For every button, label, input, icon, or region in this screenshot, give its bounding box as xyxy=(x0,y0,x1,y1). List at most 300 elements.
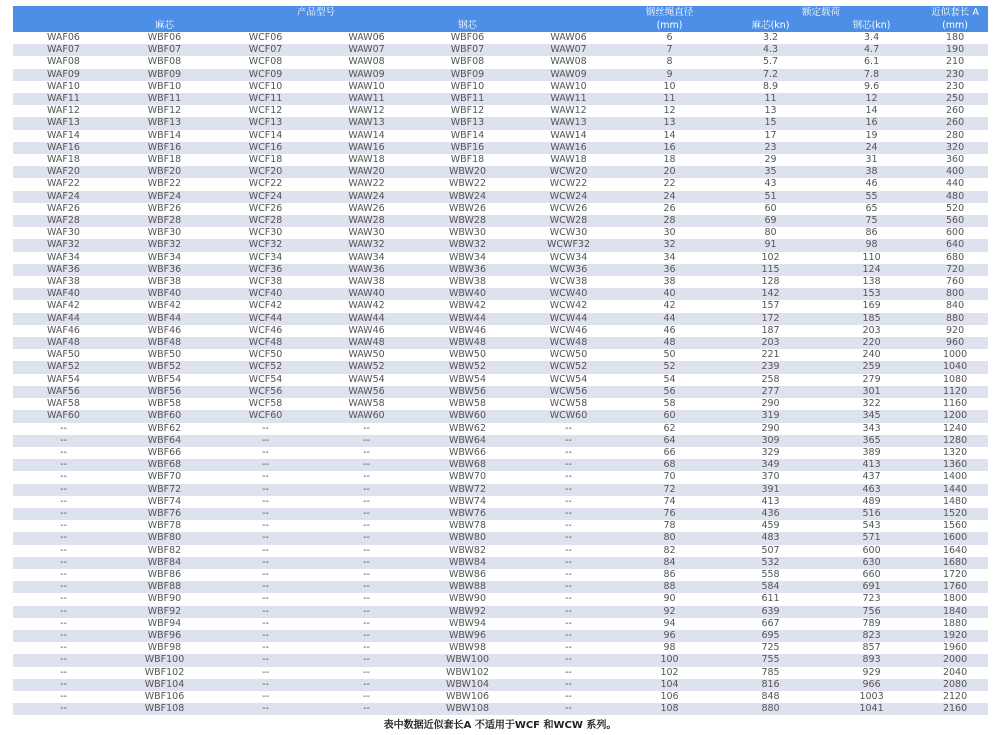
table-cell: 391 xyxy=(720,484,821,496)
table-cell: -- xyxy=(215,557,316,569)
table-row xyxy=(13,471,988,483)
table-cell: WBW44 xyxy=(417,313,518,325)
table-cell: 1720 xyxy=(922,569,988,581)
table-cell: -- xyxy=(215,667,316,679)
table-cell: 75 xyxy=(821,215,922,227)
table-cell: 15 xyxy=(720,117,821,129)
table-cell: 240 xyxy=(821,349,922,361)
table-cell: 1840 xyxy=(922,606,988,618)
table-cell: WBW98 xyxy=(417,642,518,654)
table-cell: -- xyxy=(518,484,619,496)
table-cell: 172 xyxy=(720,313,821,325)
table-cell: 1560 xyxy=(922,520,988,532)
table-cell: 7.2 xyxy=(720,69,821,81)
header-sleeve-length: 近似套长 A xyxy=(922,6,988,19)
table-cell: 104 xyxy=(619,679,720,691)
header-rope-diameter-unit: (mm) xyxy=(619,19,720,32)
table-cell: WBF94 xyxy=(114,618,215,630)
table-cell: WAW13 xyxy=(518,117,619,129)
table-row xyxy=(13,667,988,679)
table-cell: 9 xyxy=(619,69,720,81)
table-cell: -- xyxy=(215,593,316,605)
table-cell: WAF30 xyxy=(13,227,114,239)
table-row xyxy=(13,349,988,361)
table-cell: WAF32 xyxy=(13,239,114,251)
table-cell: WAW06 xyxy=(518,32,619,44)
table-cell: -- xyxy=(215,423,316,435)
table-cell: 69 xyxy=(720,215,821,227)
table-cell: 138 xyxy=(821,276,922,288)
table-cell: -- xyxy=(13,630,114,642)
table-cell: WAF34 xyxy=(13,252,114,264)
table-cell: -- xyxy=(518,496,619,508)
table-cell: WBF28 xyxy=(114,215,215,227)
table-cell: WCF08 xyxy=(215,56,316,68)
table-cell: WAW10 xyxy=(518,81,619,93)
table-cell: 9.6 xyxy=(821,81,922,93)
table-cell: 520 xyxy=(922,203,988,215)
table-cell: 55 xyxy=(821,191,922,203)
table-cell: 259 xyxy=(821,361,922,373)
table-cell: 14 xyxy=(619,130,720,142)
table-row xyxy=(13,374,988,386)
table-cell: -- xyxy=(13,459,114,471)
table-cell: WCW28 xyxy=(518,215,619,227)
table-cell: 94 xyxy=(619,618,720,630)
table-cell: 187 xyxy=(720,325,821,337)
table-cell: 86 xyxy=(821,227,922,239)
table-cell: 13 xyxy=(720,105,821,117)
table-cell: 50 xyxy=(619,349,720,361)
table-cell: -- xyxy=(316,496,417,508)
table-row xyxy=(13,337,988,349)
table-cell: WBW82 xyxy=(417,545,518,557)
table-cell: 28 xyxy=(619,215,720,227)
table-cell: WBF58 xyxy=(114,398,215,410)
table-cell: 695 xyxy=(720,630,821,642)
table-cell: 48 xyxy=(619,337,720,349)
table-cell: WBF12 xyxy=(417,105,518,117)
table-cell: -- xyxy=(316,642,417,654)
table-cell: -- xyxy=(215,654,316,666)
table-cell: -- xyxy=(215,447,316,459)
table-cell: 190 xyxy=(922,44,988,56)
table-cell: WCF44 xyxy=(215,313,316,325)
table-cell: 400 xyxy=(922,166,988,178)
table-cell: WAW11 xyxy=(316,93,417,105)
table-cell: WAF36 xyxy=(13,264,114,276)
table-cell: -- xyxy=(13,520,114,532)
table-cell: WBW90 xyxy=(417,593,518,605)
table-cell: WAF22 xyxy=(13,178,114,190)
table-cell: 91 xyxy=(720,239,821,251)
table-cell: WAW54 xyxy=(316,374,417,386)
table-cell: WBF78 xyxy=(114,520,215,532)
table-row xyxy=(13,423,988,435)
table-cell: WBF08 xyxy=(114,56,215,68)
table-cell: -- xyxy=(215,496,316,508)
table-cell: -- xyxy=(518,581,619,593)
table-cell: 1040 xyxy=(922,361,988,373)
table-cell: WBF36 xyxy=(114,264,215,276)
table-cell: 40 xyxy=(619,288,720,300)
table-row xyxy=(13,313,988,325)
table-cell: 29 xyxy=(720,154,821,166)
table-cell: 108 xyxy=(619,703,720,715)
table-row xyxy=(13,557,988,569)
table-cell: WAF28 xyxy=(13,215,114,227)
table-cell: 110 xyxy=(821,252,922,264)
table-cell: 630 xyxy=(821,557,922,569)
table-cell: 920 xyxy=(922,325,988,337)
table-cell: 880 xyxy=(922,313,988,325)
table-cell: WBF90 xyxy=(114,593,215,605)
table-cell: WBF18 xyxy=(114,154,215,166)
table-cell: WCF14 xyxy=(215,130,316,142)
table-cell: 80 xyxy=(720,227,821,239)
table-cell: 44 xyxy=(619,313,720,325)
table-cell: WAF44 xyxy=(13,313,114,325)
table-cell: -- xyxy=(316,691,417,703)
table-cell: 74 xyxy=(619,496,720,508)
table-cell: WBF86 xyxy=(114,569,215,581)
table-cell: WCF34 xyxy=(215,252,316,264)
table-cell: 571 xyxy=(821,532,922,544)
table-cell: WCF56 xyxy=(215,386,316,398)
table-cell: WCW60 xyxy=(518,410,619,422)
table-cell: 60 xyxy=(619,410,720,422)
table-row xyxy=(13,142,988,154)
table-cell: 82 xyxy=(619,545,720,557)
table-cell: WBW102 xyxy=(417,667,518,679)
table-cell: WBF32 xyxy=(114,239,215,251)
table-row xyxy=(13,178,988,190)
table-cell: WCF22 xyxy=(215,178,316,190)
table-cell: 102 xyxy=(619,667,720,679)
table-cell: -- xyxy=(13,508,114,520)
table-cell: WAF50 xyxy=(13,349,114,361)
table-cell: -- xyxy=(316,581,417,593)
table-cell: 558 xyxy=(720,569,821,581)
footnote: 表中数据近似套长A 不适用于WCF 和WCW 系列。 xyxy=(383,720,617,731)
table-cell: WCF52 xyxy=(215,361,316,373)
table-cell: WAW20 xyxy=(316,166,417,178)
table-cell: WAW56 xyxy=(316,386,417,398)
table-cell: 1520 xyxy=(922,508,988,520)
table-cell: -- xyxy=(316,569,417,581)
table-cell: 64 xyxy=(619,435,720,447)
table-cell: 1003 xyxy=(821,691,922,703)
table-cell: WBF100 xyxy=(114,654,215,666)
table-cell: WBF52 xyxy=(114,361,215,373)
table-cell: 966 xyxy=(821,679,922,691)
table-cell: WBF66 xyxy=(114,447,215,459)
table-cell: WCW58 xyxy=(518,398,619,410)
table-cell: -- xyxy=(518,423,619,435)
table-cell: 840 xyxy=(922,300,988,312)
table-cell: 52 xyxy=(619,361,720,373)
table-cell: 16 xyxy=(619,142,720,154)
table-cell: WBF14 xyxy=(114,130,215,142)
table-cell: 12 xyxy=(821,93,922,105)
table-cell: WCF40 xyxy=(215,288,316,300)
table-cell: -- xyxy=(518,606,619,618)
table-cell: WAF07 xyxy=(13,44,114,56)
table-cell: WAF56 xyxy=(13,386,114,398)
table-row xyxy=(13,105,988,117)
table-row xyxy=(13,569,988,581)
table-cell: 600 xyxy=(821,545,922,557)
table-cell: WAW11 xyxy=(518,93,619,105)
table-cell: -- xyxy=(316,654,417,666)
table-cell: WBF48 xyxy=(114,337,215,349)
table-cell: -- xyxy=(215,520,316,532)
table-cell: WCF06 xyxy=(215,32,316,44)
table-cell: 72 xyxy=(619,484,720,496)
table-cell: WAW07 xyxy=(518,44,619,56)
table-cell: 785 xyxy=(720,667,821,679)
table-cell: -- xyxy=(518,667,619,679)
table-cell: 203 xyxy=(720,337,821,349)
table-cell: 24 xyxy=(821,142,922,154)
table-cell: 440 xyxy=(922,178,988,190)
table-cell: 38 xyxy=(619,276,720,288)
table-cell: -- xyxy=(13,703,114,715)
table-cell: 600 xyxy=(922,227,988,239)
table-cell: WAW26 xyxy=(316,203,417,215)
table-cell: WBW96 xyxy=(417,630,518,642)
table-cell: 1240 xyxy=(922,423,988,435)
table-cell: WCF32 xyxy=(215,239,316,251)
table-cell: 128 xyxy=(720,276,821,288)
table-cell: WBF20 xyxy=(114,166,215,178)
table-cell: 755 xyxy=(720,654,821,666)
table-cell: WCF16 xyxy=(215,142,316,154)
table-cell: WBF88 xyxy=(114,581,215,593)
table-cell: 11 xyxy=(720,93,821,105)
table-row xyxy=(13,545,988,557)
table-cell: WAF46 xyxy=(13,325,114,337)
table-row xyxy=(13,227,988,239)
table-cell: -- xyxy=(13,569,114,581)
table-cell: -- xyxy=(518,691,619,703)
table-cell: WCW22 xyxy=(518,178,619,190)
table-cell: 35 xyxy=(720,166,821,178)
table-cell: WBF06 xyxy=(114,32,215,44)
table-row xyxy=(13,154,988,166)
table-cell: WAW08 xyxy=(316,56,417,68)
table-cell: 1800 xyxy=(922,593,988,605)
table-cell: WBF10 xyxy=(417,81,518,93)
table-cell: WBF62 xyxy=(114,423,215,435)
table-cell: WBW86 xyxy=(417,569,518,581)
table-row xyxy=(13,252,988,264)
table-cell: 277 xyxy=(720,386,821,398)
table-cell: 667 xyxy=(720,618,821,630)
table-cell: WBW76 xyxy=(417,508,518,520)
table-cell: 680 xyxy=(922,252,988,264)
table-cell: 20 xyxy=(619,166,720,178)
table-cell: 23 xyxy=(720,142,821,154)
table-cell: WAF54 xyxy=(13,374,114,386)
table-cell: -- xyxy=(215,532,316,544)
table-cell: 1880 xyxy=(922,618,988,630)
table-cell: 370 xyxy=(720,471,821,483)
table-cell: WCW30 xyxy=(518,227,619,239)
table-cell: WBW70 xyxy=(417,471,518,483)
table-cell: WBF108 xyxy=(114,703,215,715)
table-cell: 756 xyxy=(821,606,922,618)
table-cell: -- xyxy=(518,654,619,666)
table-cell: WAW16 xyxy=(518,142,619,154)
table-cell: WBF102 xyxy=(114,667,215,679)
table-cell: WBF56 xyxy=(114,386,215,398)
table-cell: 543 xyxy=(821,520,922,532)
table-row xyxy=(13,654,988,666)
table-cell: WAF08 xyxy=(13,56,114,68)
table-cell: 319 xyxy=(720,410,821,422)
table-cell: 58 xyxy=(619,398,720,410)
header-row-2 xyxy=(13,19,988,32)
table-cell: WAW34 xyxy=(316,252,417,264)
table-cell: 848 xyxy=(720,691,821,703)
table-cell: WAF12 xyxy=(13,105,114,117)
table-cell: 7 xyxy=(619,44,720,56)
table-cell: 19 xyxy=(821,130,922,142)
table-cell: 6 xyxy=(619,32,720,44)
table-cell: 30 xyxy=(619,227,720,239)
table-row xyxy=(13,532,988,544)
table-cell: 480 xyxy=(922,191,988,203)
table-cell: 22 xyxy=(619,178,720,190)
table-cell: 5.7 xyxy=(720,56,821,68)
table-cell: WBF22 xyxy=(114,178,215,190)
table-cell: 98 xyxy=(821,239,922,251)
table-cell: -- xyxy=(518,459,619,471)
table-cell: WCW56 xyxy=(518,386,619,398)
table-cell: WBF09 xyxy=(417,69,518,81)
header-hemp-core: 麻芯 xyxy=(13,19,316,32)
table-cell: WAW18 xyxy=(316,154,417,166)
table-cell: 290 xyxy=(720,423,821,435)
table-cell: WBW78 xyxy=(417,520,518,532)
table-cell: 153 xyxy=(821,288,922,300)
table-cell: 929 xyxy=(821,667,922,679)
table-cell: WBF13 xyxy=(417,117,518,129)
table-cell: WBW104 xyxy=(417,679,518,691)
table-cell: WCF60 xyxy=(215,410,316,422)
table-cell: WBW58 xyxy=(417,398,518,410)
table-cell: 329 xyxy=(720,447,821,459)
table-cell: 639 xyxy=(720,606,821,618)
table-cell: 880 xyxy=(720,703,821,715)
table-cell: WAW48 xyxy=(316,337,417,349)
table-cell: 349 xyxy=(720,459,821,471)
table-cell: WBW34 xyxy=(417,252,518,264)
table-row xyxy=(13,239,988,251)
table-cell: 560 xyxy=(922,215,988,227)
table-cell: 46 xyxy=(619,325,720,337)
table-cell: 46 xyxy=(821,178,922,190)
table-cell: -- xyxy=(13,593,114,605)
table-cell: 221 xyxy=(720,349,821,361)
table-cell: WBF16 xyxy=(114,142,215,154)
table-cell: WAW24 xyxy=(316,191,417,203)
table-cell: WBF60 xyxy=(114,410,215,422)
table-cell: 320 xyxy=(922,142,988,154)
table-cell: 4.7 xyxy=(821,44,922,56)
table-cell: WBW60 xyxy=(417,410,518,422)
table-cell: WBF70 xyxy=(114,471,215,483)
table-cell: 169 xyxy=(821,300,922,312)
table-cell: WAF26 xyxy=(13,203,114,215)
table-cell: -- xyxy=(13,618,114,630)
table-cell: 56 xyxy=(619,386,720,398)
table-cell: 857 xyxy=(821,642,922,654)
table-cell: -- xyxy=(316,484,417,496)
table-row xyxy=(13,69,988,81)
table-cell: 203 xyxy=(821,325,922,337)
table-cell: 1080 xyxy=(922,374,988,386)
table-row xyxy=(13,56,988,68)
table-cell: -- xyxy=(316,557,417,569)
table-cell: 258 xyxy=(720,374,821,386)
table-cell: 1760 xyxy=(922,581,988,593)
table-cell: 437 xyxy=(821,471,922,483)
table-cell: -- xyxy=(518,557,619,569)
table-cell: 3.4 xyxy=(821,32,922,44)
table-cell: -- xyxy=(13,496,114,508)
table-cell: -- xyxy=(13,642,114,654)
table-cell: WBF68 xyxy=(114,459,215,471)
table-cell: WAW09 xyxy=(316,69,417,81)
table-cell: WBF76 xyxy=(114,508,215,520)
table-cell: -- xyxy=(13,606,114,618)
table-cell: -- xyxy=(215,642,316,654)
table-cell: WAW58 xyxy=(316,398,417,410)
table-cell: -- xyxy=(215,581,316,593)
table-cell: WBF96 xyxy=(114,630,215,642)
table-cell: WAW12 xyxy=(316,105,417,117)
table-cell: WCF48 xyxy=(215,337,316,349)
table-cell: WBW106 xyxy=(417,691,518,703)
table-cell: 1160 xyxy=(922,398,988,410)
table-cell: WCW24 xyxy=(518,191,619,203)
table-cell: WBF74 xyxy=(114,496,215,508)
table-cell: 11 xyxy=(619,93,720,105)
table-cell: WBF26 xyxy=(114,203,215,215)
table-cell: WBF14 xyxy=(417,130,518,142)
table-row xyxy=(13,630,988,642)
table-cell: -- xyxy=(13,423,114,435)
table-row xyxy=(13,581,988,593)
table-cell: 823 xyxy=(821,630,922,642)
table-cell: WBW52 xyxy=(417,361,518,373)
table-cell: 463 xyxy=(821,484,922,496)
table-cell: -- xyxy=(316,606,417,618)
table-cell: WBW88 xyxy=(417,581,518,593)
table-cell: -- xyxy=(215,435,316,447)
table-cell: 180 xyxy=(922,32,988,44)
table-row xyxy=(13,642,988,654)
table-cell: 301 xyxy=(821,386,922,398)
table-row xyxy=(13,435,988,447)
table-cell: 2000 xyxy=(922,654,988,666)
table-cell: WBW28 xyxy=(417,215,518,227)
table-cell: WBW84 xyxy=(417,557,518,569)
table-cell: WCF07 xyxy=(215,44,316,56)
table-cell: -- xyxy=(316,508,417,520)
